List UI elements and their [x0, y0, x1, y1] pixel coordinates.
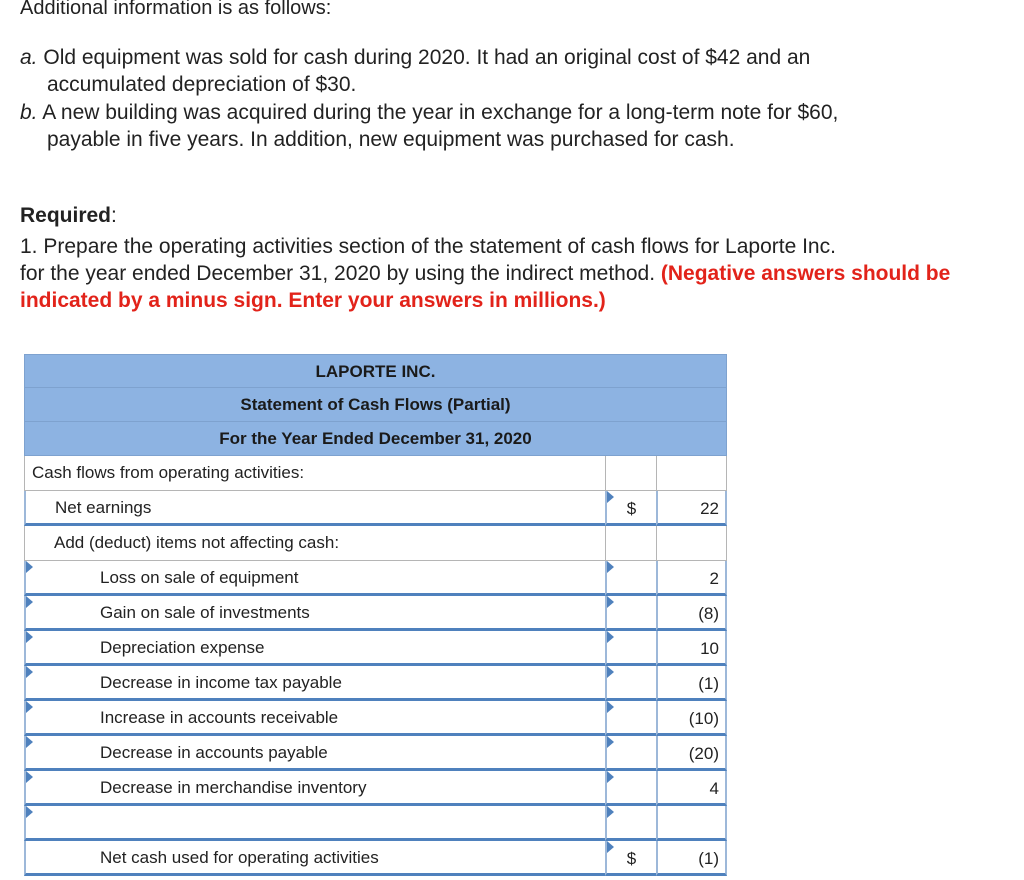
adjustment-symbol[interactable] [605, 596, 656, 631]
input-marker-icon [26, 736, 33, 748]
adjustment-label-text: Gain on sale of investments [100, 603, 310, 622]
statement-title: Statement of Cash Flows (Partial) [24, 388, 727, 422]
item-text: Old equipment was sold for cash during 2020. It had an original cost of $42 and an [43, 46, 811, 69]
net-earnings-row [24, 491, 727, 526]
input-marker-icon [26, 771, 33, 783]
input-marker-icon [26, 701, 33, 713]
statement-period: For the Year Ended December 31, 2020 [24, 422, 727, 456]
section-label: Cash flows from operating activities: [24, 456, 605, 491]
adjustment-label[interactable] [24, 701, 605, 736]
input-marker-icon [607, 491, 614, 503]
input-marker-icon [607, 561, 614, 573]
adjustment-row [24, 666, 727, 701]
adjustment-label-text: Depreciation expense [100, 638, 265, 657]
input-marker-icon [607, 596, 614, 608]
adjust-amount-cell [656, 526, 727, 561]
required-note: (Negative answers should be indicated by a minus sign. Enter your answers in millions.) [20, 262, 951, 312]
input-marker-icon [607, 631, 614, 643]
adjustment-amount[interactable]: 2 [656, 561, 727, 596]
adjust-symbol-cell [605, 526, 656, 561]
adjustment-row [24, 631, 727, 666]
input-marker-icon [607, 806, 614, 818]
adjustment-amount[interactable]: 10 [656, 631, 727, 666]
net-earnings-amount[interactable]: 22 [656, 491, 727, 526]
required-instructions [20, 233, 980, 314]
item-text: A new building was acquired during the year in exchange for a long-term note for $60, [42, 101, 839, 124]
dollar-sign: $ [626, 499, 637, 518]
total-symbol[interactable] [605, 841, 656, 876]
input-marker-icon [26, 806, 33, 818]
adjustment-row [24, 561, 727, 596]
adjustment-label-text: Increase in accounts receivable [100, 708, 339, 727]
input-marker-icon [607, 736, 614, 748]
required-heading-colon: : [111, 204, 117, 227]
info-item-b [20, 99, 980, 153]
adjustment-label[interactable] [24, 771, 605, 806]
item-text-continued: accumulated depreciation of $30. [47, 73, 357, 96]
input-marker-icon [26, 666, 33, 678]
total-row [24, 841, 727, 876]
adjustment-symbol[interactable] [605, 701, 656, 736]
net-earnings-symbol[interactable] [605, 491, 656, 526]
adjustment-symbol[interactable] [605, 666, 656, 701]
adjustment-amount[interactable]: (1) [656, 666, 727, 701]
adjustment-label[interactable] [24, 736, 605, 771]
item-label: a. [20, 46, 38, 69]
adjustment-row [24, 701, 727, 736]
blank-adjustment-row [24, 806, 727, 841]
adjustment-symbol[interactable] [605, 736, 656, 771]
required-line-2: for the year ended December 31, 2020 by using the indirect method. [20, 262, 661, 285]
cash-flow-statement [24, 354, 727, 876]
total-amount[interactable]: (1) [656, 841, 727, 876]
required-heading [20, 204, 117, 228]
intro-text: Additional information is as follows: [20, 0, 332, 19]
section-amount-cell [656, 456, 727, 491]
adjust-header-row [24, 526, 727, 561]
adjustment-amount[interactable]: 4 [656, 771, 727, 806]
item-label: b. [20, 101, 38, 124]
input-marker-icon [26, 631, 33, 643]
adjustment-label-text: Decrease in accounts payable [100, 743, 328, 762]
adjustment-label-text: Loss on sale of equipment [100, 568, 299, 587]
adjustment-amount[interactable]: (8) [656, 596, 727, 631]
required-line-1: 1. Prepare the operating activities section of the statement of cash flows for Laporte Inc. [20, 235, 836, 258]
input-marker-icon [26, 596, 33, 608]
info-item-a [20, 44, 980, 98]
adjustment-label-text: Decrease in income tax payable [100, 673, 342, 692]
input-marker-icon [607, 701, 614, 713]
input-marker-icon [607, 666, 614, 678]
adjust-label: Add (deduct) items not affecting cash: [24, 526, 605, 561]
blank-adjustment-symbol[interactable] [605, 806, 656, 841]
adjustment-label[interactable] [24, 631, 605, 666]
blank-adjustment-amount[interactable] [656, 806, 727, 841]
input-marker-icon [26, 561, 33, 573]
input-marker-icon [607, 771, 614, 783]
required-heading-text: Required [20, 204, 112, 227]
adjustment-label[interactable] [24, 666, 605, 701]
adjustment-symbol[interactable] [605, 561, 656, 596]
section-symbol-cell [605, 456, 656, 491]
adjustment-row [24, 736, 727, 771]
dollar-sign: $ [626, 849, 637, 868]
adjustment-symbol[interactable] [605, 771, 656, 806]
adjustment-row [24, 596, 727, 631]
section-row [24, 456, 727, 491]
statement-company: LAPORTE INC. [24, 354, 727, 388]
adjustment-amount[interactable]: (20) [656, 736, 727, 771]
adjustment-label[interactable] [24, 596, 605, 631]
adjustment-label[interactable] [24, 561, 605, 596]
adjustment-amount[interactable]: (10) [656, 701, 727, 736]
adjustment-symbol[interactable] [605, 631, 656, 666]
blank-adjustment-label[interactable] [24, 806, 605, 841]
adjustment-row [24, 771, 727, 806]
item-text-continued: payable in five years. In addition, new equipment was purchased for cash. [47, 128, 735, 151]
input-marker-icon [607, 841, 614, 853]
net-earnings-label: Net earnings [24, 491, 605, 526]
adjustment-label-text: Decrease in merchandise inventory [100, 778, 367, 797]
total-label: Net cash used for operating activities [24, 841, 605, 876]
